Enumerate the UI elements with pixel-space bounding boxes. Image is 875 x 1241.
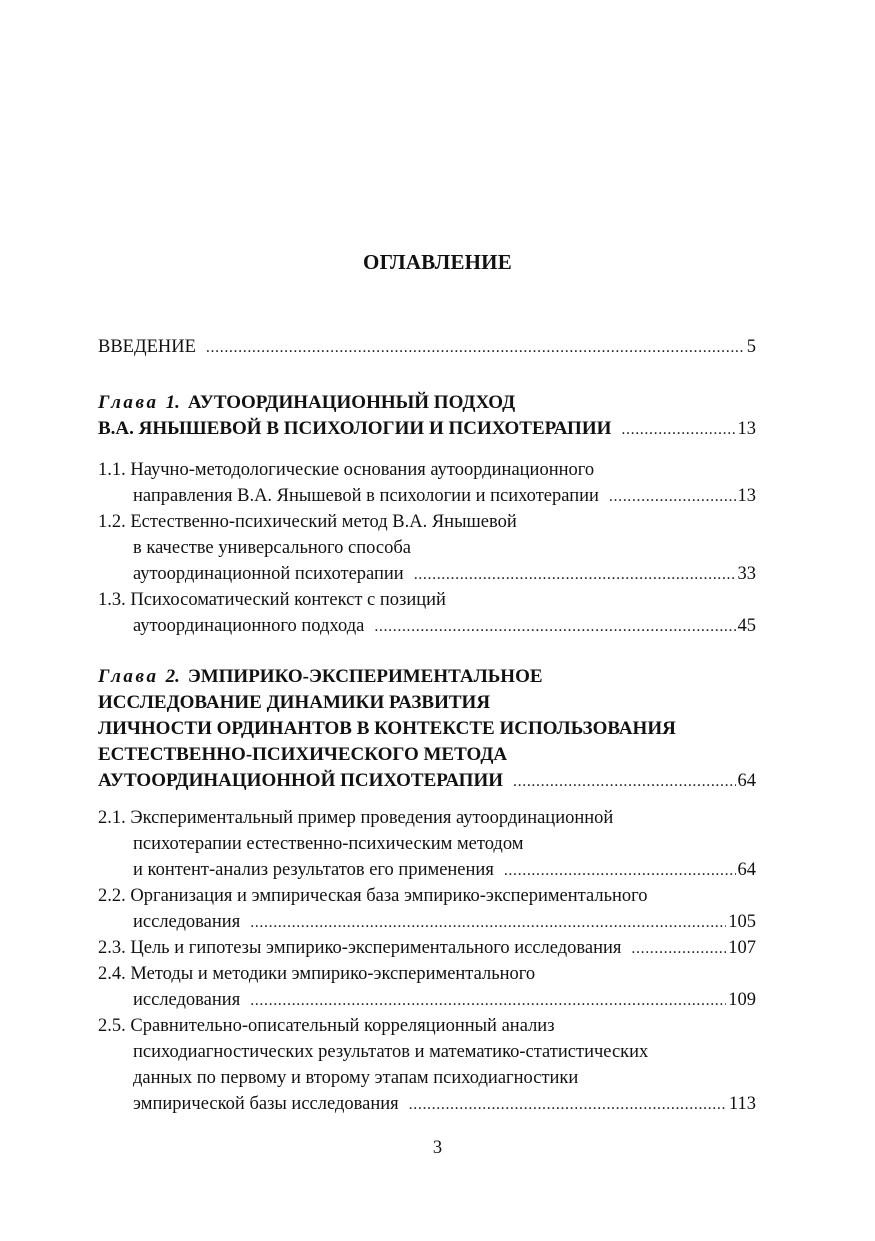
dot-leader (374, 614, 735, 640)
section-number: 2.1. (98, 808, 126, 828)
dot-leader (206, 335, 745, 361)
dot-leader (621, 417, 735, 443)
section-title-line: исследования (133, 912, 241, 932)
toc-section-2-1-end[interactable] (133, 857, 756, 883)
dot-leader (504, 858, 736, 884)
toc-section-1-3-end[interactable] (133, 613, 756, 639)
toc-section-2-1-line[interactable] (133, 831, 756, 857)
section-number: 2.2. (98, 886, 126, 906)
entry-page-number: 105 (728, 912, 756, 932)
page-number: 3 (432, 1138, 443, 1158)
section-title-line: и контент-анализ результатов его применения (133, 860, 494, 880)
chapter-title-line: ЕСТЕСТВЕННО-ПСИХИЧЕСКОГО МЕТОДА (98, 744, 508, 765)
entry-page-number: 64 (737, 771, 756, 791)
section-title-line: данных по первому и второму этапам психодиагностики (133, 1068, 579, 1088)
entry-page-number: 33 (737, 564, 756, 584)
entry-page-number: 13 (737, 486, 756, 506)
toc-section-2-2[interactable] (98, 883, 756, 909)
section-number: 1.2. (98, 512, 126, 532)
toc-section-1-2[interactable] (98, 509, 756, 535)
chapter-title-line: ЭМПИРИКО-ЭКСПЕРИМЕНТАЛЬНОЕ (187, 666, 543, 687)
section-title-line: Методы и методики эмпирико-экспериментального (130, 964, 536, 984)
toc-section-1-3[interactable] (98, 587, 756, 613)
page-title: ОГЛАВЛЕНИЕ (363, 250, 512, 274)
toc-chapter-1-heading-end[interactable] (98, 416, 756, 442)
dot-leader (250, 910, 726, 936)
toc-section-2-2-end[interactable] (133, 909, 756, 935)
section-title-line: в качестве универсального способа (133, 538, 411, 558)
toc-chapter-2-heading-end[interactable] (98, 768, 756, 794)
chapter-number: 2. (165, 666, 180, 687)
chapter-title-line: АУТООРДИНАЦИОННОЙ ПСИХОТЕРАПИИ (98, 770, 504, 791)
toc-section-1-1[interactable] (98, 457, 756, 483)
dot-leader (631, 936, 726, 962)
section-title-line: психотерапии естественно-психическим методом (133, 834, 524, 854)
toc-section-1-2-end[interactable] (133, 561, 756, 587)
toc-section-2-4[interactable] (98, 961, 756, 987)
section-number: 2.3. (98, 938, 126, 958)
toc-section-2-5-line[interactable] (133, 1065, 756, 1091)
toc-section-1-1-end[interactable] (133, 483, 756, 509)
entry-page-number: 113 (728, 1094, 756, 1114)
dot-leader (609, 484, 736, 510)
section-number: 2.5. (98, 1016, 126, 1036)
toc-chapter-2-heading[interactable] (98, 664, 756, 690)
section-title-line: Сравнительно-описательный корреляционный анализ (130, 1016, 555, 1036)
chapter-title-line: В.А. ЯНЫШЕВОЙ В ПСИХОЛОГИИ И ПСИХОТЕРАПИИ (98, 418, 612, 439)
entry-page-number: 109 (728, 990, 756, 1010)
toc-section-2-5[interactable] (98, 1013, 756, 1039)
chapter-label: Глава (98, 666, 159, 687)
section-number: 1.1. (98, 460, 126, 480)
section-title-line: эмпирической базы исследования (133, 1094, 399, 1114)
dot-leader (414, 562, 736, 588)
toc-section-1-2-line[interactable] (133, 535, 756, 561)
entry-page-number: 13 (737, 419, 756, 439)
toc-chapter-1-heading[interactable] (98, 390, 756, 416)
section-title-line: Психосоматический контекст с позиций (130, 590, 446, 610)
entry-page-number: 5 (746, 337, 756, 357)
section-number: 2.4. (98, 964, 126, 984)
toc-section-2-5-line[interactable] (133, 1039, 756, 1065)
section-title-line: Естественно-психический метод В.А. Янышевой (130, 512, 517, 532)
chapter-title-line: АУТООРДИНАЦИОННЫЙ ПОДХОД (187, 392, 516, 413)
toc-entry-introduction[interactable] (98, 334, 756, 360)
toc-chapter-2-heading-line[interactable] (98, 690, 756, 716)
section-title-line: исследования (133, 990, 241, 1010)
chapter-title-line: ЛИЧНОСТИ ОРДИНАНТОВ В КОНТЕКСТЕ ИСПОЛЬЗОВАНИЯ (98, 718, 676, 739)
toc-section-2-3[interactable] (98, 935, 756, 961)
toc-section-2-5-end[interactable] (133, 1091, 756, 1117)
section-title-line: Экспериментальный пример проведения аутоординационной (130, 808, 614, 828)
dot-leader (513, 769, 735, 795)
section-title-line: аутоординационной психотерапии (133, 564, 404, 584)
entry-title: ВВЕДЕНИЕ (98, 337, 196, 357)
toc-chapter-2-heading-line[interactable] (98, 716, 756, 742)
toc-chapter-2-heading-line[interactable] (98, 742, 756, 768)
section-title-line: аутоординационного подхода (133, 616, 365, 636)
entry-page-number: 107 (728, 938, 756, 958)
dot-leader (409, 1092, 727, 1118)
chapter-title-line: ИССЛЕДОВАНИЕ ДИНАМИКИ РАЗВИТИЯ (98, 692, 491, 713)
entry-page-number: 64 (737, 860, 756, 880)
section-number: 1.3. (98, 590, 126, 610)
chapter-number: 1. (165, 392, 180, 413)
toc-section-2-1[interactable] (98, 805, 756, 831)
section-title-line: Научно-методологические основания аутоординационного (130, 460, 595, 480)
section-title-line: психодиагностических результатов и математико-статистических (133, 1042, 649, 1062)
section-title-line: направления В.А. Янышевой в психологии и психотерапии (133, 486, 599, 506)
section-title-line: Организация и эмпирическая база эмпирико-экспериментального (130, 886, 648, 906)
toc-section-2-4-end[interactable] (133, 987, 756, 1013)
entry-page-number: 45 (737, 616, 756, 636)
chapter-label: Глава (98, 392, 159, 413)
dot-leader (250, 988, 726, 1014)
section-title-line: Цель и гипотезы эмпирико-экспериментального исследования (130, 938, 622, 958)
